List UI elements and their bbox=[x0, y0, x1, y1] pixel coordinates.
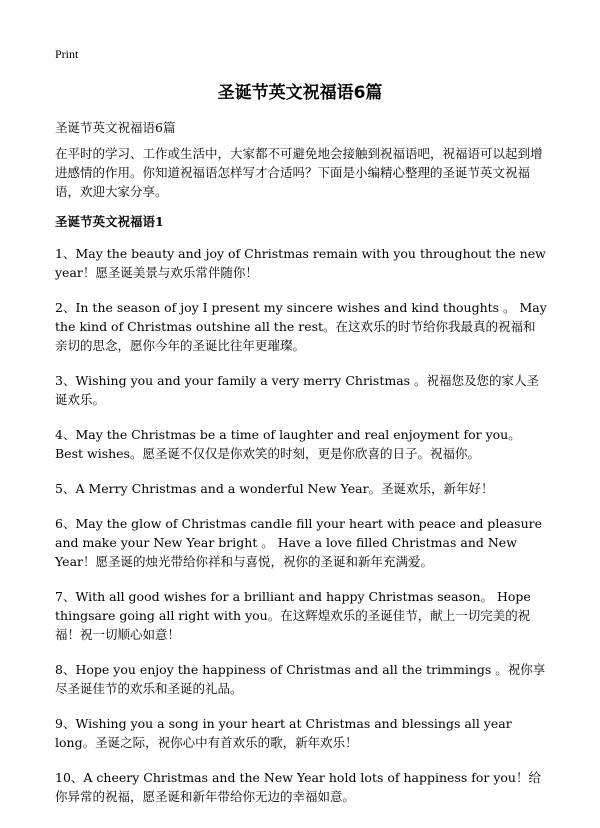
greeting-entry-4: 4、May the Christmas be a time of laughter and real enjoyment for you。 Best wishes。愿圣诞不仅仅是你欢笑的时刻，更是你欣喜的日子。祝福你。 bbox=[55, 427, 521, 461]
greeting-entry-7: 7、With all good wishes for a brilliant and happy Christmas season。 Hope thingsare going all right with you。在这辉煌欢乐的圣诞佳节，献上一切完美的祝福！祝一切顺心如意！ bbox=[55, 589, 531, 642]
article-subtitle: 圣诞节英文祝福语6篇 bbox=[55, 120, 176, 135]
greeting-entry-2: 2、In the season of joy I present my sincere wishes and kind thoughts 。 May the kind of Christmas outshine all the rest。在这欢乐的时节给你我最真的祝福和亲切的思念，愿你今年的圣诞比往年更璀璨。 bbox=[55, 300, 547, 353]
greeting-entry-3: 3、Wishing you and your family a very merry Christmas 。祝福您及您的家人圣诞欢乐。 bbox=[55, 373, 540, 407]
greeting-entry-6: 6、May the glow of Christmas candle fill your heart with peace and pleasure and make your New Year bright 。 Have a love filled Christmas and New Year！愿圣诞的烛光带给你祥和与喜悦，祝你的圣诞和新年充满爱。 bbox=[55, 516, 542, 569]
greeting-entry-9: 9、Wishing you a song in your heart at Christmas and blessings all year long。圣诞之际，祝你心中有首欢乐的歌，新年欢乐！ bbox=[55, 716, 512, 750]
section-heading: 圣诞节英文祝福语1 bbox=[55, 214, 164, 229]
greeting-entry-1: 1、May the beauty and joy of Christmas remain with you throughout the new year！愿圣诞美景与欢乐常伴随你！ bbox=[55, 246, 546, 280]
article-intro: 在平时的学习、工作或生活中，大家都不可避免地会接触到祝福语吧，祝福语可以起到增进感情的作用。你知道祝福语怎样写才合适吗？下面是小编精心整理的圣诞节英文祝福语，欢迎大家分享。 bbox=[55, 146, 543, 199]
print-link[interactable]: Print bbox=[55, 47, 79, 61]
greeting-entry-8: 8、Hope you enjoy the happiness of Christmas and all the trimmings 。祝你享尽圣诞佳节的欢乐和圣诞的礼品。 bbox=[55, 662, 546, 696]
article-body bbox=[55, 118, 548, 822]
page-title: 圣诞节英文祝福语6篇 bbox=[217, 83, 383, 103]
greeting-entry-5: 5、A Merry Christmas and a wonderful New Year。圣诞欢乐，新年好！ bbox=[55, 481, 494, 496]
greeting-entry-10: 10、A cheery Christmas and the New Year hold lots of happiness for you！给你异常的祝福，愿圣诞和新年带给你无边的幸福如意。 bbox=[55, 770, 541, 804]
